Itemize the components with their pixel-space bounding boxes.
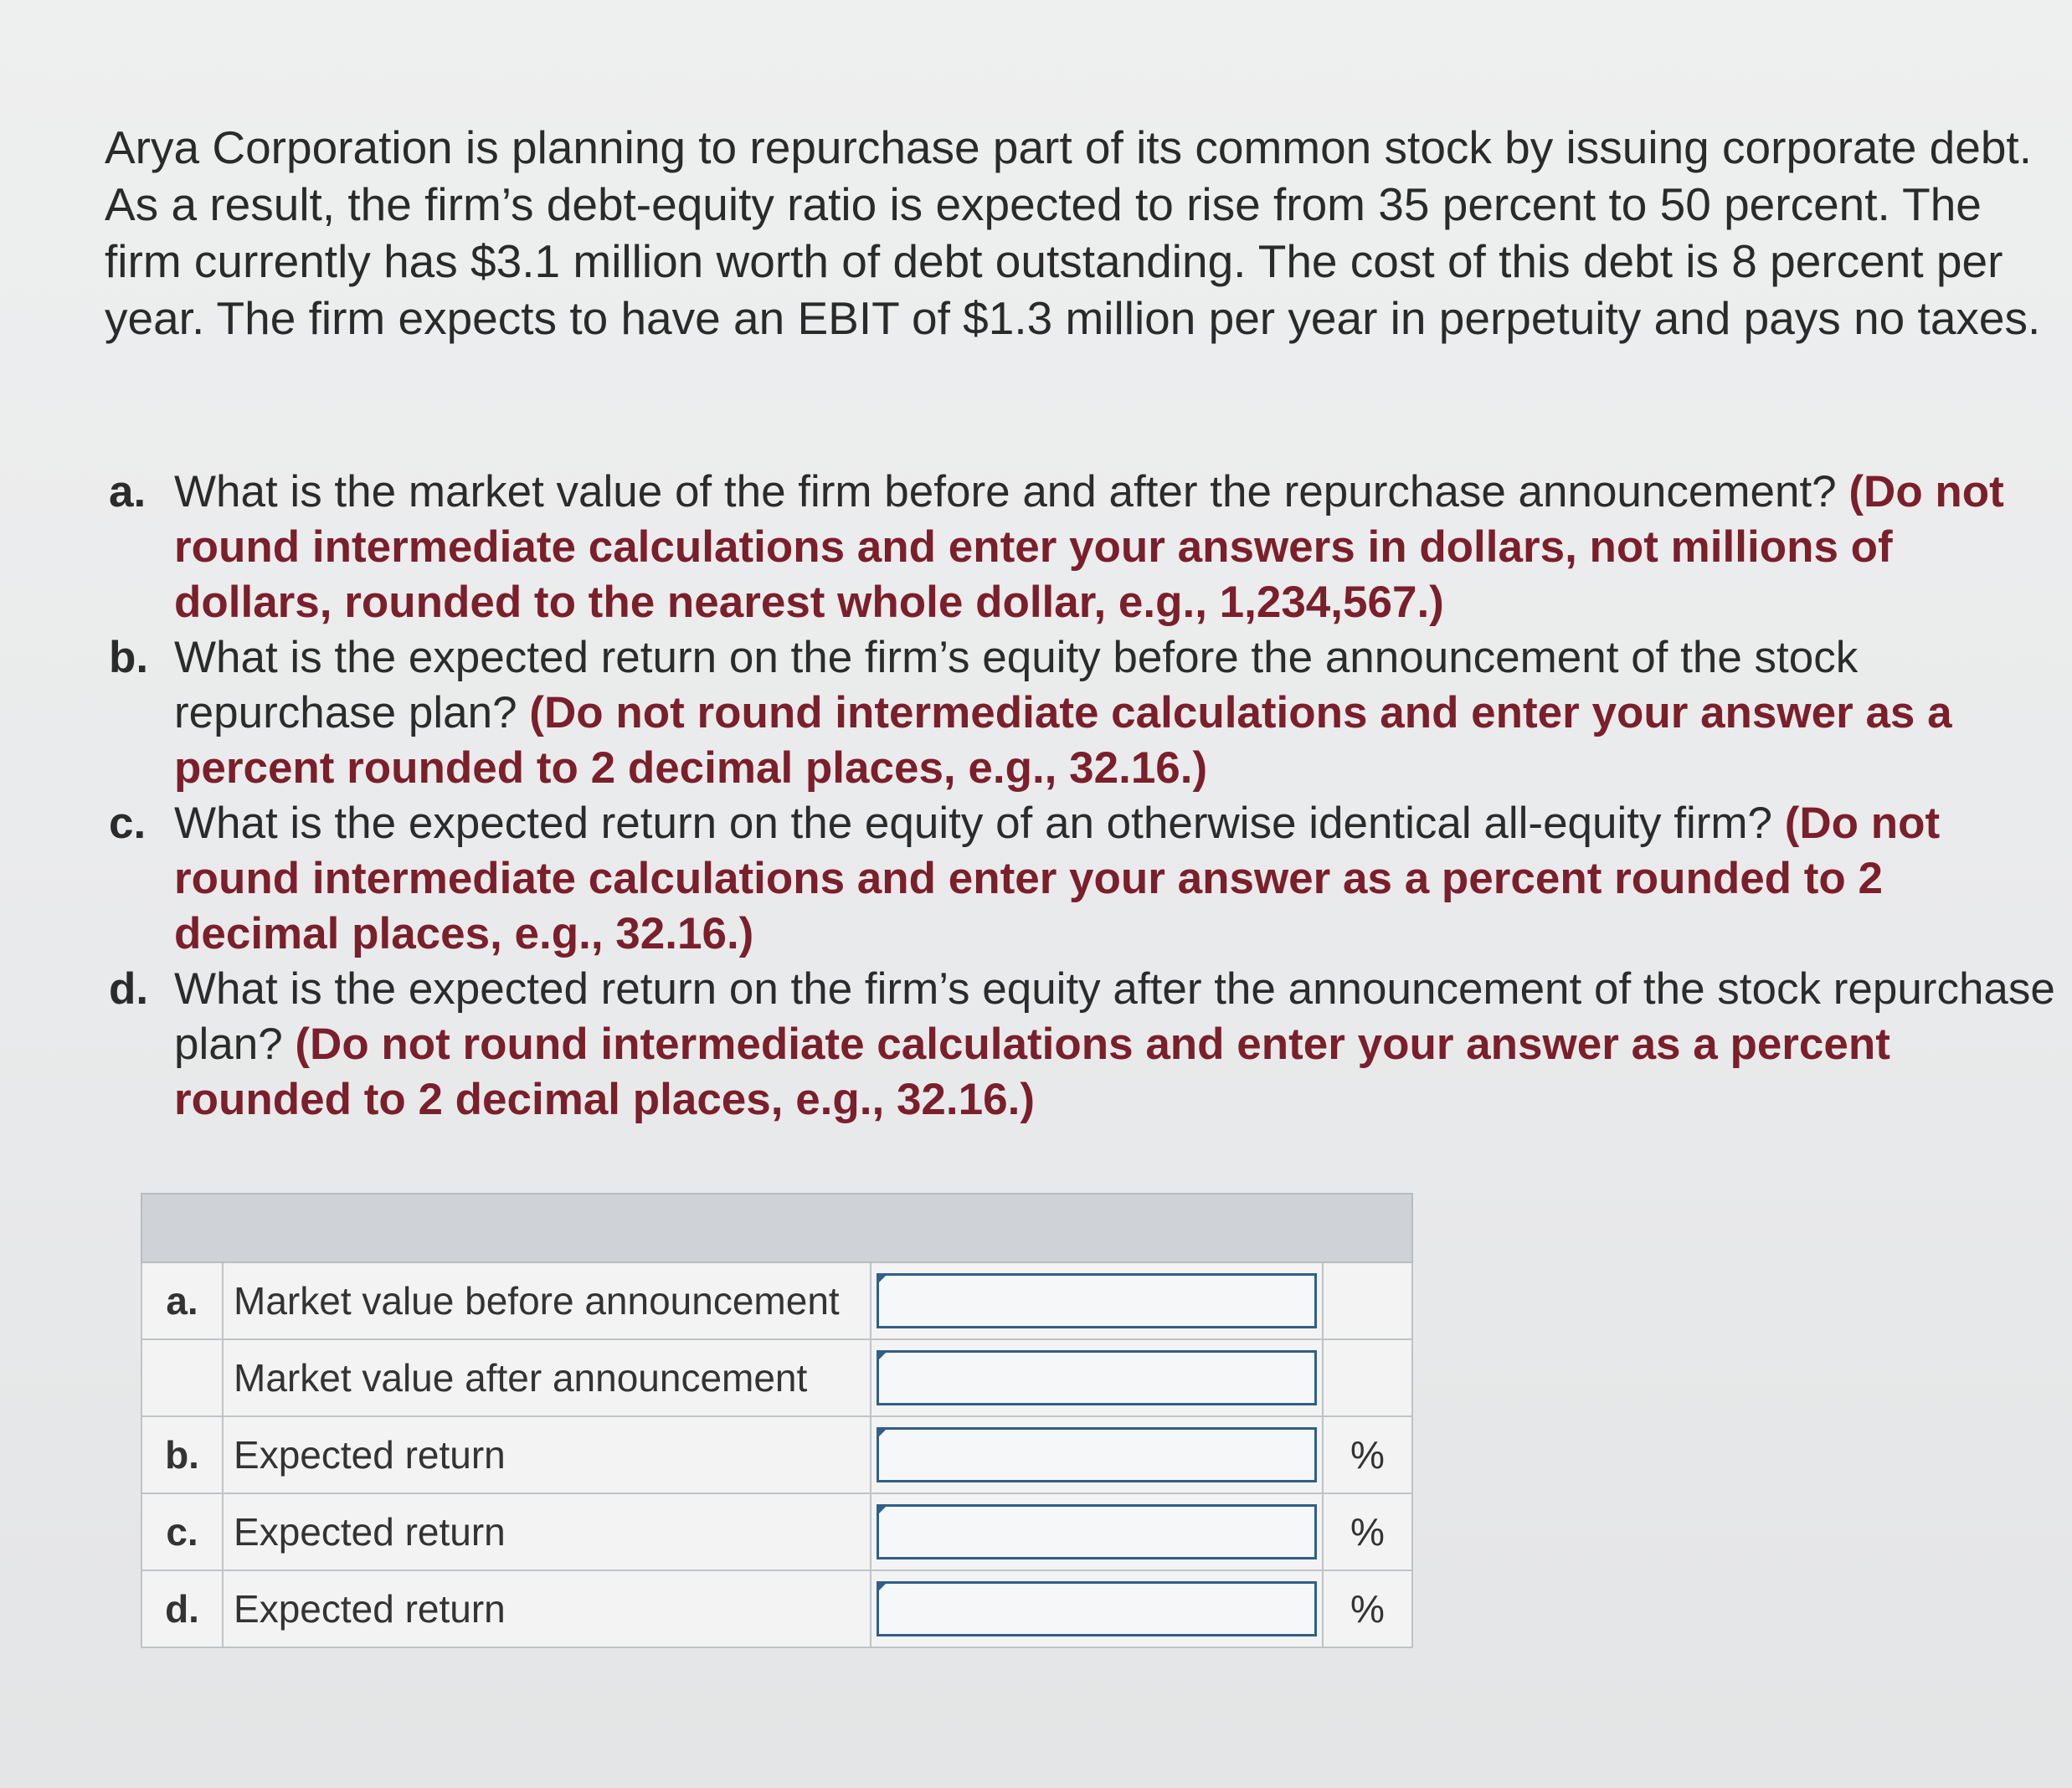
percent-unit: % bbox=[1323, 1570, 1412, 1647]
question-instruction: (Do not round intermediate calculations and enter your answers in dollars, not millions of dollars, rounded to the nearest whole dollar, e.g., 1,234,567.) bbox=[174, 467, 2004, 627]
question-text: What is the expected return on the equity of an otherwise identical all-equity firm? bbox=[174, 799, 1785, 848]
table-header-row bbox=[141, 1194, 1412, 1262]
row-label: Market value before announcement bbox=[223, 1262, 871, 1339]
question-instruction: (Do not round intermediate calculations and enter your answer as a percent rounded to 2 decimal places, e.g., 32.16.) bbox=[174, 799, 1941, 958]
question-b bbox=[109, 630, 2059, 796]
table-row bbox=[141, 1339, 1412, 1416]
question-text: What is the expected return on the firm’s equity before the announcement of the stock repurchase plan? bbox=[174, 633, 1859, 737]
row-label: Expected return bbox=[223, 1493, 871, 1570]
percent-unit: % bbox=[1323, 1416, 1412, 1493]
answer-table bbox=[141, 1193, 1413, 1648]
question-text: What is the expected return on the firm’s equity after the announcement of the stock repurchase plan? bbox=[174, 964, 2055, 1069]
row-label: Market value after announcement bbox=[223, 1339, 871, 1416]
problem-intro: Arya Corporation is planning to repurchase part of its common stock by issuing corporate debt. As a result, the firm’s debt-equity ratio is expected to rise from 35 percent to 50 percent. The firm currently has $3.1 million worth of debt outstanding. The cost of this debt is 8 percent per year. The firm expects to have an EBIT of $1.3 million per year in perpetuity and pays no taxes. bbox=[105, 121, 2041, 344]
question-d bbox=[109, 962, 2059, 1128]
table-row bbox=[141, 1570, 1412, 1647]
question-instruction: (Do not round intermediate calculations and enter your answer as a percent rounded to 2 decimal places, e.g., 32.16.) bbox=[174, 688, 1952, 793]
answer-cell bbox=[871, 1570, 1323, 1647]
question-letter: d. bbox=[109, 964, 149, 1014]
expected-return-b-input[interactable] bbox=[877, 1427, 1317, 1482]
answer-cell bbox=[871, 1416, 1323, 1493]
answer-cell bbox=[871, 1493, 1323, 1570]
market-value-after-input[interactable] bbox=[877, 1350, 1317, 1405]
table-header-cell bbox=[141, 1194, 1412, 1262]
question-letter: a. bbox=[109, 467, 147, 516]
question-a bbox=[109, 465, 2059, 630]
table-row bbox=[141, 1416, 1412, 1493]
question-list bbox=[109, 465, 2059, 1128]
row-unit bbox=[1323, 1262, 1412, 1339]
question-text: What is the market value of the firm before and after the repurchase announcement? bbox=[174, 467, 1849, 516]
row-letter: c. bbox=[141, 1493, 223, 1570]
question-c bbox=[109, 796, 2059, 962]
table-row bbox=[141, 1262, 1412, 1339]
question-letter: b. bbox=[109, 633, 149, 682]
answer-cell bbox=[871, 1262, 1323, 1339]
expected-return-c-input[interactable] bbox=[877, 1504, 1317, 1559]
percent-unit: % bbox=[1323, 1493, 1412, 1570]
market-value-before-input[interactable] bbox=[877, 1273, 1317, 1328]
question-letter: c. bbox=[109, 799, 147, 848]
row-label: Expected return bbox=[223, 1570, 871, 1647]
row-letter: b. bbox=[141, 1416, 223, 1493]
answer-cell bbox=[871, 1339, 1323, 1416]
row-letter bbox=[141, 1339, 223, 1416]
row-label: Expected return bbox=[223, 1416, 871, 1493]
question-instruction: (Do not round intermediate calculations and enter your answer as a percent rounded to 2 decimal places, e.g., 32.16.) bbox=[174, 1020, 1890, 1124]
row-letter: a. bbox=[141, 1262, 223, 1339]
table-row bbox=[141, 1493, 1412, 1570]
expected-return-d-input[interactable] bbox=[877, 1581, 1317, 1636]
row-letter: d. bbox=[141, 1570, 223, 1647]
row-unit bbox=[1323, 1339, 1412, 1416]
